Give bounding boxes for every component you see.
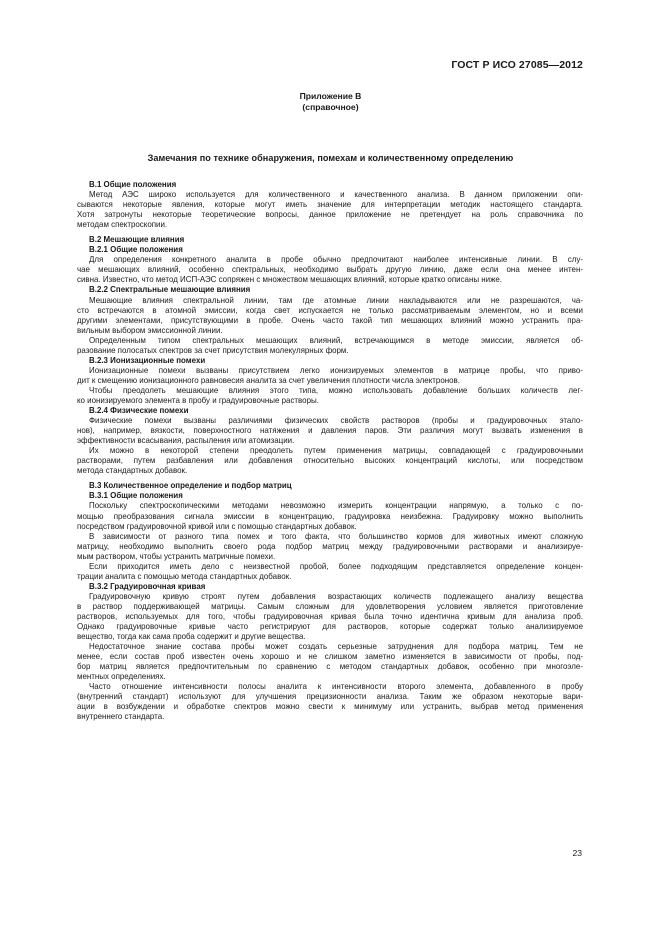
text-line: растворами, путем разбавления или добавления относительно высоких концентраций кислоты, или посредством — [77, 456, 583, 466]
section-heading: В.3.2 Градуировочная кривая — [89, 581, 206, 591]
text-line: В зависимости от разного типа помех и того факта, что большинство кормов для животных имеют сложную — [89, 531, 583, 541]
text-line: бор матриц является предпочтительным по сравнению с методом стандартных добавок, особенно при многоэле- — [77, 662, 583, 672]
text-line: Метод АЭС широко используется для количественного и качественного анализа. В данном приложении опи- — [89, 190, 583, 200]
annex-title: Приложение В — [299, 91, 362, 101]
section-heading: В.3.1 Общие положения — [89, 491, 183, 501]
text-line: (внутренний стандарт) используют для улучшения прецизионности анализа. Таким же образом некоторые вари- — [77, 692, 583, 702]
text-line: вильным выбором эмиссионной линии. — [77, 325, 223, 335]
text-line: ментных определениях. — [77, 672, 166, 682]
text-line: методам спектроскопии. — [77, 220, 168, 230]
annex-heading — [0, 91, 661, 113]
section-heading: В.2.3 Ионизационные помехи — [89, 355, 206, 365]
text-line: Поскольку спектроскопическими методами невозможно измерить концентрации напрямую, а только с по- — [89, 501, 583, 511]
text-line: трации аналита с помощью метода стандартных добавок. — [77, 571, 292, 581]
text-line: Физические помехи вызваны различиями физических свойств растворов (пробы и градуировочных эталo- — [89, 416, 583, 426]
page-number: 23 — [572, 848, 582, 858]
text-line: Ионизационные помехи вызваны присутствием легко ионизируемых элементов в матрице пробы, что приво- — [89, 365, 583, 375]
text-line: посредством градуировочной кривой или с помощью стандартных добавок. — [77, 521, 357, 531]
section-heading: В.2.1 Общие положения — [89, 245, 183, 255]
text-line: Определенным типом спектральных мешающих влияний, встречающимся в методе эмиссии, является об- — [89, 335, 583, 345]
text-line: сываются некоторые явления, которые могут иметь значение для интерпретации методик настоящего стандарта. — [77, 200, 583, 210]
section-heading: В.1 Общие положения — [89, 180, 177, 189]
text-line: эффективности всасывания, распыления или атомизации. — [77, 436, 295, 446]
section-heading: В.2 Мешающие влияния — [89, 235, 185, 245]
text-line: другими элементами, присутствующими в пробе. Очень часто такой тип мешающих влияний можно устранить пра- — [77, 315, 583, 325]
text-line: Недостаточное знание состава пробы может создать серьезные затруднения для подбора матриц. Тем не — [89, 642, 583, 652]
section-heading: В.3 Количественное определение и подбор матриц — [89, 481, 292, 491]
text-line: мощью преобразования сигнала эмиссии в концентрацию, градуировка неизбежна. Градуировку можно выполнить — [77, 511, 583, 521]
text-line: нов), например, вязкости, поверхностного натяжения и давления паров. Эти различия могут вызвать изменения в — [77, 426, 583, 436]
text-line: метода стандартных добавок. — [77, 466, 188, 476]
text-line: ко ионизируемого элемента в пробу и градуировочные растворы. — [77, 395, 319, 405]
section-heading: В.2.2 Спектральные мешающие влияния — [89, 285, 251, 295]
text-line: Однако градуировочные кривые часто регистрируют для растворов, которые содержат только анализируемое — [77, 622, 583, 632]
text-line: сивна. Известно, что метод ИСП-АЭС сопряжен с множеством мешающих влияний, которые кратко описаны ниже. — [77, 275, 503, 285]
text-line: в раствор поддерживающей матрицы. Самым сложным для удовлетворения условием является приготовление — [77, 601, 583, 611]
section-title: Замечания по технике обнаружения, помехам и количественному определению — [147, 153, 514, 163]
text-line: менее, если состав проб известен очень хорошо и не слишком заметно изменяется в зависимости от пробы, под- — [77, 652, 583, 662]
section-heading: В.2.4 Физические помехи — [89, 406, 189, 416]
text-line: Если приходится иметь дело с неизвестной пробой, более подходящим представляется определение концен- — [89, 561, 583, 571]
text-line: Мешающие влияния спектральной линии, там где атомные линии накладываются или не разрешаются, ча- — [89, 295, 583, 305]
document-body — [77, 180, 583, 722]
annex-type: (справочное) — [302, 102, 359, 112]
text-line: матрицу, необходимо выполнить своего рода подбор матриц между градуировочными растворами и анализируе- — [77, 541, 583, 551]
text-line: вещество, тогда как сама проба содержит и другие вещества. — [77, 632, 306, 642]
text-line: Чтобы преодолеть мешающие влияния этого типа, можно использовать добавление больших количеств лег- — [89, 385, 583, 395]
standard-id: ГОСТ Р ИСО 27085—2012 — [451, 59, 583, 71]
text-line: Их можно в некоторой степени преодолеть путем применения матрицы, совпадающей с градуировочными — [89, 446, 583, 456]
text-line: дит к смещению ионизационного равновесия аналита за счет увеличения плотности числа электронов. — [77, 375, 460, 385]
text-line: сто встречаются в атомной эмиссии, когда свет испускается не только рассматриваемым элементом, но и всеми — [77, 305, 583, 315]
text-line: Градуировочную кривую строят путем добавления возрастающих количеств подлежащего анализу вещества — [89, 591, 583, 601]
text-line: Для определения конкретного аналита в пробе обычно предпочитают наиболее интенсивные линии. В слу- — [89, 255, 583, 265]
text-line: Хотя затронуты некоторые теоретические вопросы, данное приложение не претендует на роль справочника по — [77, 210, 583, 220]
text-line: растворов, используемых для того, чтобы градуировочная кривая была точно идентична кривым для анализа проб. — [77, 611, 583, 621]
text-line: Часто отношение интенсивности полосы аналита к интенсивности второго элемента, добавленного в пробу — [89, 682, 583, 692]
text-line: ации в возбуждении и обработке спектров можно свести к минимуму или устранить, выбрав метод применения — [77, 702, 583, 712]
text-line: мым раствором, чтобы устранить матричные помехи. — [77, 551, 276, 561]
text-line: внутреннего стандарта. — [77, 712, 165, 722]
text-line: чае мешающих влияний, особенно спектральных, необходимо выбрать другую линию, даже если она менее интен- — [77, 265, 583, 275]
text-line: разование полосатых спектров за счет присутствия молекулярных форм. — [77, 345, 349, 355]
